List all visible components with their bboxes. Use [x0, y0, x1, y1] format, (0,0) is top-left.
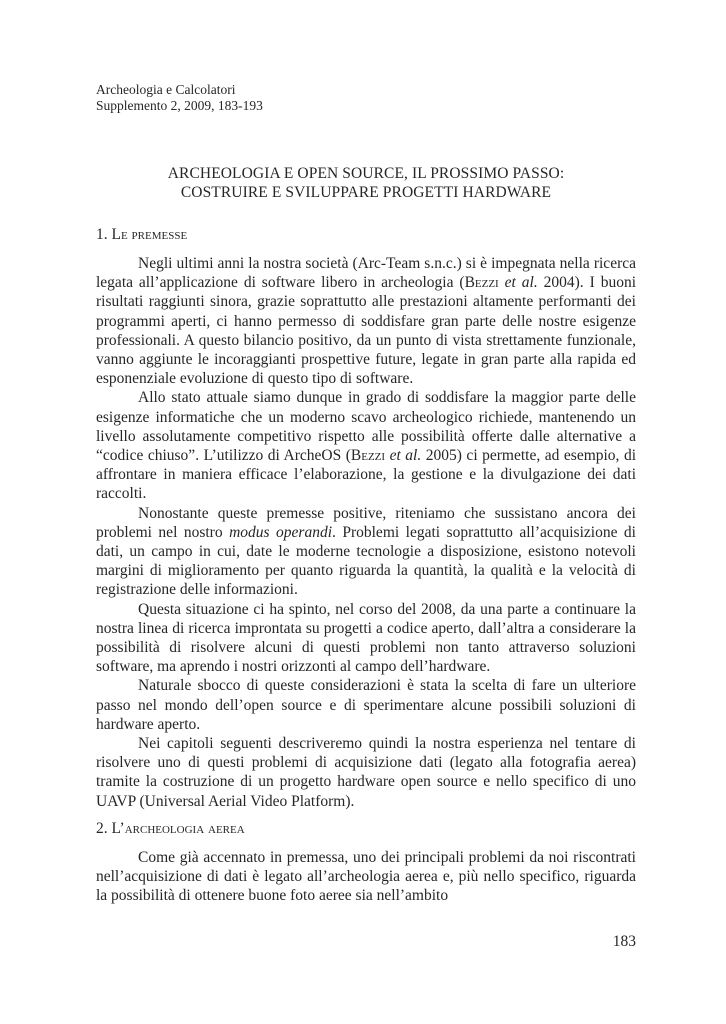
page-number: 183	[612, 933, 636, 950]
paragraph: Naturale sbocco di queste considerazioni è stata la scelta di fare un ulteriore passo nel mondo dell’open source e di sperimentare alcune possibili soluzioni di hardware aperto.	[96, 677, 636, 733]
title-line-2: COSTRUIRE E SVILUPPARE PROGETTI HARDWARE	[180, 184, 552, 201]
article-title	[96, 164, 636, 202]
paragraph-text: 2004). I buoni risultati raggiunti sinora, grazie soprattutto alle prestazioni altamente performanti dei programmi aperti, ci hanno permesso di soddisfare gran parte delle nostre esigenze professionali. A questo bilancio positivo, da un punto di vista strettamente funzionale, vanno aggiunte le incoraggianti prospettive future, legate in gran parte alla rapida ed esponenziale evoluzione di questo tipo di software.	[96, 274, 637, 388]
paragraph	[96, 254, 636, 388]
section-1-body	[96, 254, 636, 811]
paragraph-text: Allo stato attuale siamo dunque in grado di soddisfare la maggior parte delle esigenze informatiche che un moderno scavo archeologico richiede, mantenendo un livello assolutamente competitivo rispetto alle possibilità offerte dalle alternative a “codice chiuso”. L’utilizzo di ArcheOS (	[96, 389, 636, 465]
section-1-title: Le premesse	[111, 226, 188, 243]
section-2-heading	[96, 819, 245, 838]
paragraph: Nei capitoli seguenti descriveremo quindi la nostra esperienza nel tentare di risolvere uno di questi problemi di acquisizione dati (legato alla fotografia aerea) tramite la costruzione di un progetto hardware open source e nello specifico di uno UAVP (Universal Aerial Video Platform).	[96, 735, 636, 810]
journal-volume: Supplemento 2, 2009, 183-193	[96, 98, 263, 113]
citation-etal: et al.	[389, 447, 422, 465]
title-line-1: ARCHEOLOGIA E OPEN SOURCE, IL PROSSIMO PASSO:	[167, 165, 565, 182]
section-2-body	[96, 848, 636, 906]
paragraph-text: Nonostante queste premesse positive, riteniamo che sussistano ancora dei problemi nel nostro	[96, 504, 636, 541]
paragraph-text: . Problemi legati soprattutto all’acquisizione di dati, un campo in cui, date le moderne tecnologie a disposizione, esistono notevoli margini di miglioramento per quanto riguarda la quantità, la qualità e la velocità di registrazione delle informazioni.	[96, 523, 636, 599]
paragraph: Questa situazione ci ha spinto, nel corso del 2008, da una parte a continuare la nostra linea di ricerca improntata su progetti a codice aperto, dall’altra a considerare la possibilità di risolvere alcuni di questi problemi non tanto attraverso soluzioni software, ma aprendo i nostri orizzonti al campo dell’hardware.	[96, 600, 636, 676]
paragraph-text: 2005) ci permette, ad esempio, di affrontare in maniera efficace l’elaborazione, la gestione e la divulgazione dei dati raccolti.	[96, 447, 637, 503]
paragraph	[96, 388, 636, 503]
section-1-number: 1.	[96, 226, 108, 243]
paragraph: Come già accennato in premessa, uno dei principali problemi da noi riscontrati nell’acquisizione di dati è legato all’archeologia aerea e, più nello specifico, riguarda la possibilità di ottenere buone foto aeree sia nell’ambito	[96, 849, 636, 905]
journal-name: Archeologia e Calcolatori	[96, 82, 236, 97]
citation-author: Bezzi	[350, 447, 386, 465]
citation-etal: et al.	[504, 274, 538, 292]
section-1-heading	[96, 225, 187, 244]
paragraph	[96, 504, 636, 600]
citation-author: Bezzi	[464, 274, 499, 292]
journal-reference	[96, 82, 263, 114]
section-2-title: L’archeologia aerea	[111, 820, 245, 837]
paragraph-text: Negli ultimi anni la nostra società (Arc-Team s.n.c.) si è impegnata nella ricerca legata all’applicazione di software libero in archeologia (	[96, 255, 636, 292]
italic-term: modus operandi	[229, 523, 332, 541]
section-2-number: 2.	[96, 820, 108, 837]
